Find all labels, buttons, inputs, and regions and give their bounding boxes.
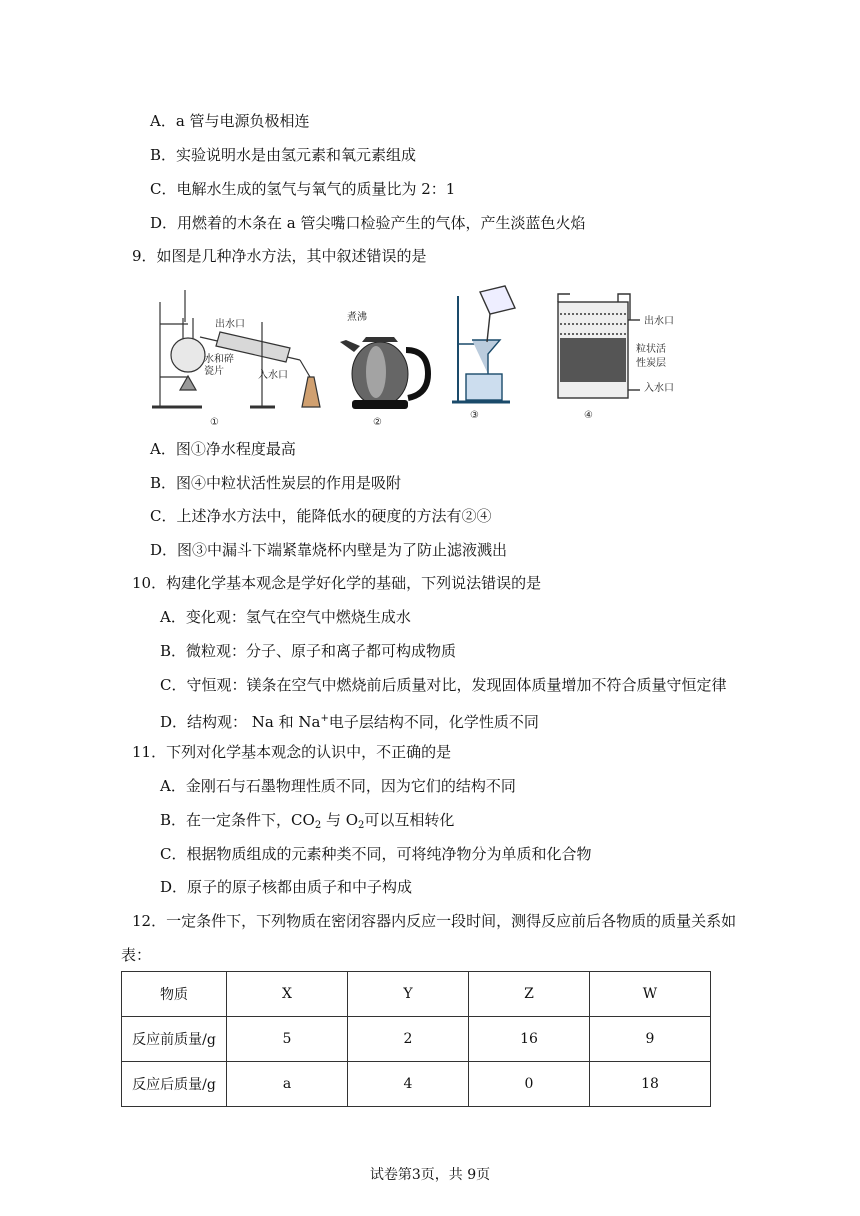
table-cell: 9 [590,1017,711,1062]
q8-option-a: A．a 管与电源负极相连 [150,112,310,130]
q9-option-d: D．图③中漏斗下端紧靠烧杯内壁是为了防止滤液溅出 [150,541,508,559]
fig1-number: ① [210,417,219,428]
q12-stem-line1: 12．一定条件下，下列物质在密闭容器内反应一段时间，测得反应前后各物质的质量关系如 [132,912,737,930]
table-cell: 5 [227,1017,348,1062]
q10-option-d-rest: 电子层结构不同，化学性质不同 [328,713,539,731]
table-header-cell: Y [348,972,469,1017]
q9-option-c: C．上述净水方法中，能降低水的硬度的方法有②④ [150,507,492,525]
table-cell: a [227,1062,348,1107]
fig2-number: ② [373,417,382,428]
table-cell: 反应前质量/g [122,1017,227,1062]
q10-option-b: B．微粒观：分子、原子和离子都可构成物质 [160,642,457,660]
q9-option-a: A．图①净水程度最高 [150,440,296,458]
q8-option-b: B．实验说明水是由氢元素和氧元素组成 [150,146,417,164]
table-cell: 0 [469,1062,590,1107]
fig4-layer-label-1: 粒状活 [636,344,666,355]
q11-option-c: C．根据物质组成的元素种类不同，可将纯净物分为单质和化合物 [160,845,592,863]
fig4-inlet-label: 入水口 [644,383,674,394]
q10-option-c: C．守恒观：镁条在空气中燃烧前后质量对比，发现固体质量增加不符合质量守恒定律 [160,676,727,694]
fig4-number: ④ [584,410,593,421]
q10-stem: 10．构建化学基本观念是学好化学的基础，下列说法错误的是 [132,574,542,592]
table-header-row [122,972,711,1017]
q11-option-d: D．原子的原子核都由质子和中子构成 [160,878,413,896]
q11-option-b-mid: 与 O [325,811,359,829]
q12-stem-line2: 表： [121,946,152,964]
fig1-water-label: 水和碎 [204,354,234,365]
water-purification-figure [140,282,740,432]
fig1-outlet-label: 出水口 [215,319,245,330]
table-cell: 16 [469,1017,590,1062]
table-cell: 18 [590,1062,711,1107]
q10-option-d [160,709,539,732]
q10-option-d-charge: + [320,713,329,724]
fig4-layer-label-2: 性炭层 [636,358,666,369]
q11-option-b-text: B．在一定条件下，CO [160,811,315,829]
distillation-apparatus [152,290,320,407]
table-header-cell: W [590,972,711,1017]
fig2-boil-label: 煮沸 [347,312,367,323]
table-header-cell: 物质 [122,972,227,1017]
fig4-outlet-label: 出水口 [644,316,674,327]
q11-stem: 11．下列对化学基本观念的认识中，不正确的是 [132,743,452,761]
table-cell: 4 [348,1062,469,1107]
q11-option-b-rest: 可以互相转化 [364,811,455,829]
filtration-apparatus [452,286,515,402]
table-row [122,1062,711,1107]
q8-option-d: D．用燃着的木条在 a 管尖嘴口检验产生的气体，产生淡蓝色火焰 [150,214,586,232]
table-header-cell: X [227,972,348,1017]
table-header-cell: Z [469,972,590,1017]
q11-option-b [160,810,454,836]
q8-option-c: C．电解水生成的氢气与氧气的质量比为 2：1 [150,180,456,198]
page-footer: 试卷第3页，共 9页 [369,1167,491,1183]
q11-option-a: A．金刚石与石墨物理性质不同，因为它们的结构不同 [160,777,516,795]
carbon-filter-apparatus [558,294,640,398]
mass-table [121,971,711,1107]
table-cell: 2 [348,1017,469,1062]
q9-option-b: B．图④中粒状活性炭层的作用是吸附 [150,474,402,492]
q9-stem: 9．如图是几种净水方法，其中叙述错误的是 [132,247,427,265]
fig1-chips-label: 瓷片 [204,366,224,377]
fig3-number: ③ [470,410,479,421]
q10-option-d-text: D．结构观： Na 和 Na [160,713,321,731]
q11-option-b-sub2: 2 [358,820,365,831]
fig1-inlet-label: 入水口 [258,370,288,381]
q11-option-b-sub1: 2 [314,820,322,831]
kettle-image [340,337,428,409]
q10-option-a: A．变化观：氢气在空气中燃烧生成水 [160,608,411,626]
table-cell: 反应后质量/g [122,1062,227,1107]
table-row [122,1017,711,1062]
